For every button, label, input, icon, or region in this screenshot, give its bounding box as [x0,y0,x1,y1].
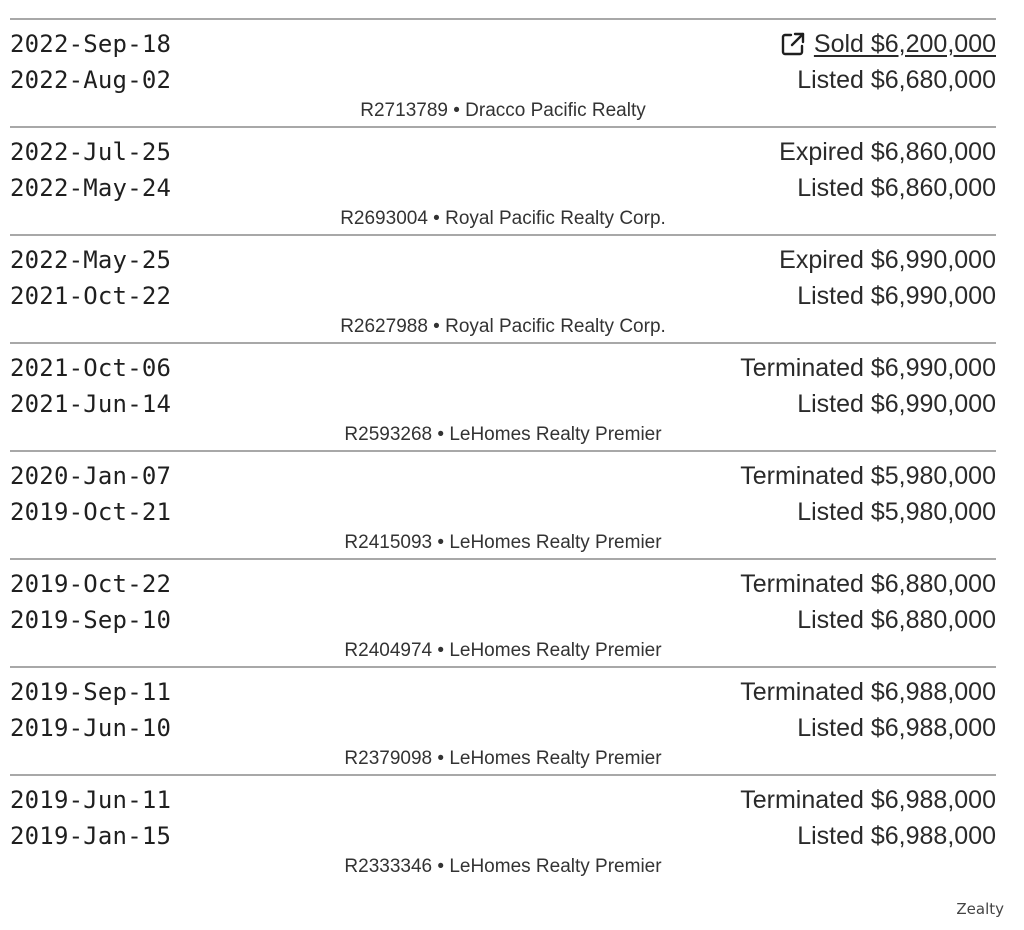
event-date: 2022-Sep-18 [10,30,172,58]
sold-price-label: Sold $6,200,000 [813,29,996,58]
history-entry [10,344,996,452]
listing-meta: R2593268 • LeHomes Realty Premier [344,424,662,445]
event-status: Expired $6,860,000 [779,137,996,166]
listing-meta: R2693004 • Royal Pacific Realty Corp. [340,208,666,229]
history-row [10,458,996,494]
listing-history [10,18,996,880]
listing-meta: R2713789 • Dracco Pacific Realty [360,100,646,121]
event-date: 2020-Jan-07 [10,462,172,490]
history-row [10,782,996,818]
event-status: Listed $6,880,000 [797,605,996,634]
sold-price-link[interactable] [780,30,996,59]
history-entry [10,776,996,880]
listing-meta: R2404974 • LeHomes Realty Premier [344,640,662,661]
history-row [10,350,996,386]
event-status: Listed $6,990,000 [797,389,996,418]
history-row [10,278,996,314]
event-status: Listed $6,988,000 [797,713,996,742]
history-entry [10,236,996,344]
event-date: 2022-May-24 [10,174,172,202]
event-status: Terminated $6,990,000 [740,353,996,382]
event-status: Terminated $6,988,000 [740,677,996,706]
event-date: 2019-Jun-10 [10,714,172,742]
event-status: Terminated $6,988,000 [740,785,996,814]
event-status: Listed $6,860,000 [797,173,996,202]
event-status: Listed $6,990,000 [797,281,996,310]
history-entry [10,128,996,236]
history-row [10,494,996,530]
listing-meta: R2627988 • Royal Pacific Realty Corp. [340,316,666,337]
history-row [10,386,996,422]
history-row [10,710,996,746]
event-status: Terminated $6,880,000 [740,569,996,598]
event-status: Listed $6,988,000 [797,821,996,850]
history-row [10,62,996,98]
event-date: 2019-Oct-21 [10,498,172,526]
history-row [10,818,996,854]
brand-watermark: Zealty [956,900,1004,918]
event-status: Expired $6,990,000 [779,245,996,274]
external-link-icon [780,31,806,57]
event-status: Listed $5,980,000 [797,497,996,526]
listing-meta: R2415093 • LeHomes Realty Premier [344,532,662,553]
history-row [10,674,996,710]
listing-meta: R2333346 • LeHomes Realty Premier [344,856,662,877]
history-row [10,566,996,602]
history-row [10,242,996,278]
listing-meta: R2379098 • LeHomes Realty Premier [344,748,662,769]
history-entry [10,668,996,776]
history-entry [10,20,996,128]
event-date: 2019-Oct-22 [10,570,172,598]
history-row [10,602,996,638]
event-date: 2021-Oct-22 [10,282,172,310]
event-date: 2019-Sep-11 [10,678,172,706]
event-date: 2022-Aug-02 [10,66,172,94]
event-status: Terminated $5,980,000 [740,461,996,490]
event-date: 2022-Jul-25 [10,138,172,166]
event-date: 2019-Jan-15 [10,822,172,850]
event-date: 2022-May-25 [10,246,172,274]
history-row [10,134,996,170]
event-date: 2021-Oct-06 [10,354,172,382]
event-date: 2019-Sep-10 [10,606,172,634]
history-entry [10,452,996,560]
history-entry [10,560,996,668]
history-row [10,26,996,62]
event-date: 2019-Jun-11 [10,786,172,814]
event-status: Listed $6,680,000 [797,65,996,94]
event-date: 2021-Jun-14 [10,390,172,418]
history-row [10,170,996,206]
